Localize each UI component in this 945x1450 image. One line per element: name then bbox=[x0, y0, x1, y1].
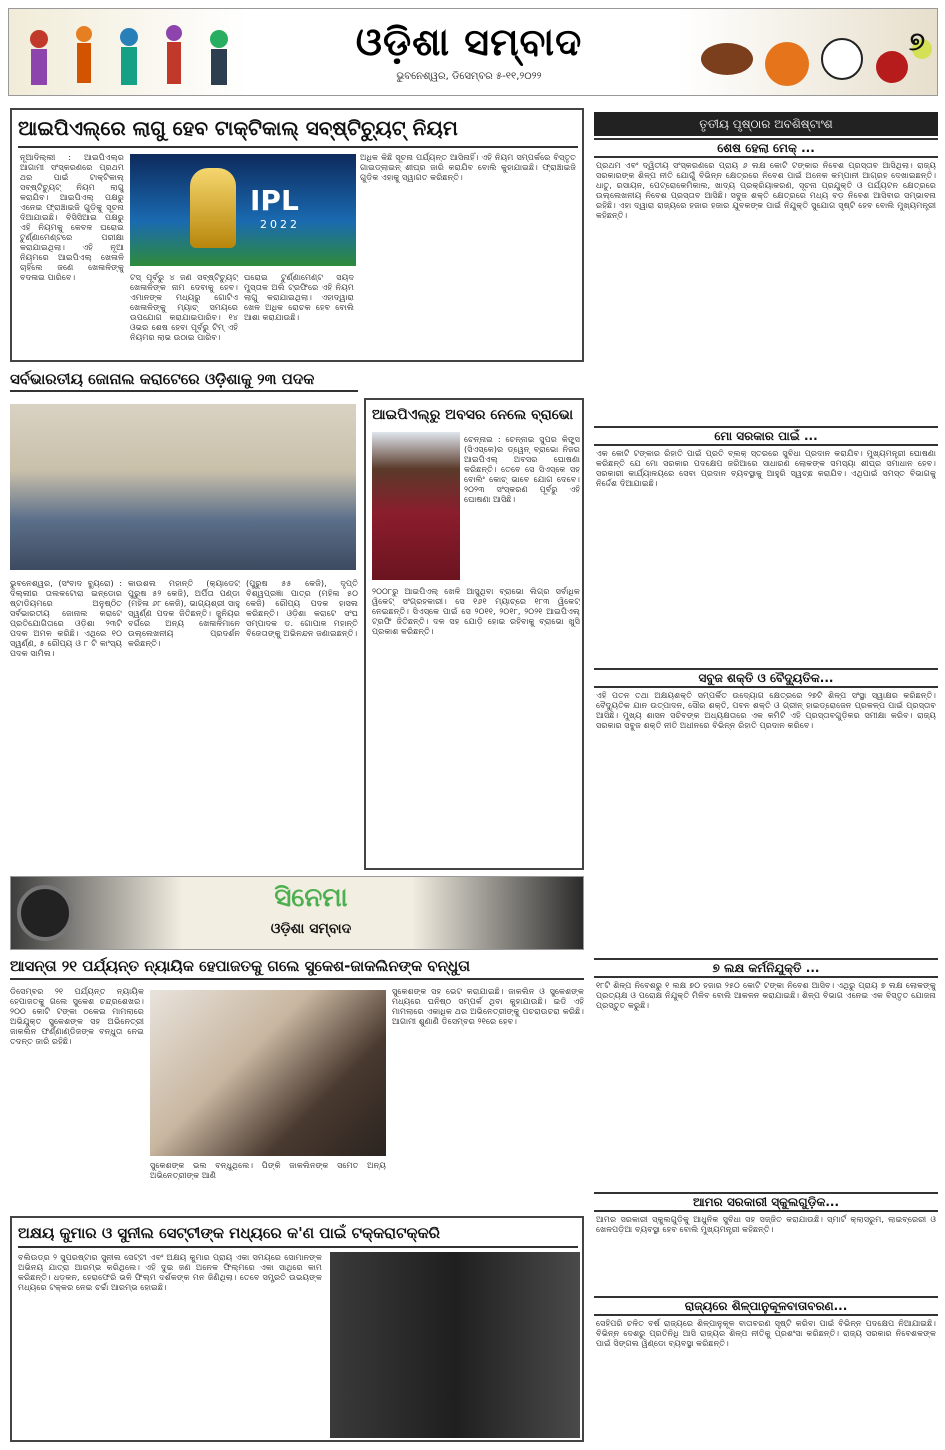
section-title-4: ୭ ଲକ୍ଷ କର୍ମନିଯୁକ୍ତି ... bbox=[594, 958, 938, 978]
cinema-subtitle: ଓଡ଼ିଶା ସମ୍ବାଦ bbox=[270, 921, 352, 937]
bravo-side-col: ଚେନ୍ନାଇ : ଚେନ୍ନାଇ ସୁପର କିଙ୍ଗ୍ସ (ସିଏସ୍‌କେ)ର ଡ୍ୱେନ୍ ବ୍ରାଭୋ ନିଜର ଆଇପିଏଲ୍ ଅବସର ଘୋଷଣା କରିଛନ୍ତି। ତେବେ ସେ ସିଏସ୍‌କେ ସହ ବୋଲିଂ କୋଚ୍ ଭାବେ ଯୋଗ ଦେବେ। ୨୦୨୩ ସଂସ୍କରଣ ପୂର୍ବରୁ ଏହି ଘୋଷଣା ଆସିଛି। bbox=[464, 434, 580, 504]
section-title-1: ଶେଷ ହେଲା ମେକ୍ ... bbox=[594, 138, 938, 158]
masthead bbox=[8, 8, 938, 96]
trophy-icon bbox=[190, 168, 236, 248]
karate-headline: ସର୍ବଭାରତୀୟ ଜୋନାଲ କରାଟେରେ ଓଡ଼ିଶାକୁ ୨୩ ପଦକ bbox=[10, 368, 358, 392]
cinema-title: ସିନେମା bbox=[274, 883, 348, 913]
ipl-col-2: ଟସ୍ ପୂର୍ବରୁ ୪ ଜଣ ସବ୍‌ଷ୍ଟିଚ୍ୟୁଟ୍ ଖେଳାଳିଙ୍କ ନାମ ଦେବାକୁ ହେବ। ଏମାନଙ୍କ ମଧ୍ୟରୁ ଗୋଟିଏ ଖେଳାଳିଙ୍କୁ ମ୍ୟାଚ୍ ସମୟରେ ଉପଯୋଗ କରାଯାଇପାରିବ। ୧୪ ଓଭର ଶେଷ ହେବା ପୂର୍ବରୁ ଟିମ୍ ଏହି ନିୟମର ଲାଭ ଉଠାଇ ପାରିବ। bbox=[130, 272, 238, 342]
divider bbox=[18, 146, 578, 148]
karate-col-2: କାଉଶଲ ମହାନ୍ତି (କ୍ୟାଡେଟ୍ ପୁରୁଷ ୫୨ କେଜି), ଅର୍ପିତା ପଣ୍ଡା (ମହିଳା ୬୮ କେଜି), ଭାଗ୍ୟଶ୍ରୀ ସାହୁ ସ୍ୱର୍ଣ୍ଣ ପଦକ ଜିତିଛନ୍ତି। ଜୁନିୟର ବର୍ଗରେ ଅନ୍ୟ ଖେଳାଳିମାନେ ଉଲ୍ଲେଖନୀୟ ପ୍ରଦର୍ଶନ କରିଛନ୍ତି। bbox=[128, 578, 240, 648]
akshay-body: ବଲିଉଡ୍‌ର ୨ ସୁପରଷ୍ଟାର ସୁନୀଲ ସେଟ୍ଟୀ ଏବଂ ଅକ୍ଷୟ କୁମାର ପ୍ରାୟ ଏକା ସମୟରେ ସୋମାନଙ୍କ ଅଭିନୟ ଯାତ୍ରା ଆରମ୍ଭ କରିଥିଲେ। ଏହି ଦୁଇ ଜଣ ଅନେକ ଫିଲ୍ମରେ ଏକା ସାଥିରେ କାମ କରିଛନ୍ତି। ଧଡ଼କନ, ହେରାଫେରି ଭଳି ଫିଲ୍ମ ଦର୍ଶକଙ୍କ ମନ ଜିଣିଥିଲା। ତେବେ ସମ୍ପ୍ରତି ଉଭୟଙ୍କ ମଧ୍ୟରେ ଟକ୍କର ନେଇ ଚର୍ଚ୍ଚା ଆରମ୍ଭ ହୋଇଛି। bbox=[18, 1252, 322, 1292]
sukesh-caption: ସୁକେଶଙ୍କ ଭଲ ବନ୍ଧୁଥିଲେ। ପିଙ୍କି ଜାକଲିନଙ୍କ ସମେତ ଅନ୍ୟ ଅଭିନେତ୍ରୀଙ୍କ ଆଣି bbox=[150, 1160, 386, 1180]
bravo-photo bbox=[372, 432, 460, 580]
karate-story bbox=[10, 368, 358, 878]
bravo-headline: ଆଇପିଏଲ୍‌ରୁ ଅବସର ନେଲେ ବ୍ରାଭୋ bbox=[372, 407, 574, 423]
ipl-logo-text: IPL bbox=[250, 184, 299, 217]
section-title-6: ରାଜ୍ୟରେ ଶିଳ୍ପାନୁକୂଳବାତାବରଣ... bbox=[594, 1296, 938, 1316]
akshay-sunil-photo bbox=[330, 1252, 580, 1438]
section-body-3: ଏହି ପତନ ତଥା ଅକ୍ଷୟଶକ୍ତି ସମ୍ପର୍କିତ ଉଦ୍ୟୋଗ କ୍ଷେତ୍ରରେ ୨୭ଟି ଶିଳ୍ପ ସଂସ୍ଥା ସ୍ୱାକ୍ଷର କରିଛନ୍ତି। ବୈଦ୍ୟୁତିକ ଯାନ ଉତ୍ପାଦନ, ସୌର ଶକ୍ତି, ପବନ ଶକ୍ତି ଓ ଗ୍ରୀନ୍ ହାଇଡ୍ରୋଜେନ ପ୍ରକଳ୍ପ ପାଇଁ ପ୍ରସ୍ତାବ ଆସିଛି। ମୁଖ୍ୟ ଶାସନ ସଚିବଙ୍କ ଅଧ୍ୟକ୍ଷତାରେ ଏକ କମିଟି ଏହି ପ୍ରସ୍ତାବଗୁଡ଼ିକର ସମୀକ୍ଷା କରିବ। ରାଜ୍ୟ ସରକାର ସବୁଜ ଶକ୍ତି ନୀତି ଅଧୀନରେ ବିଭିନ୍ନ ରିହାତି ପ୍ରଦାନ କରିବେ। bbox=[596, 690, 936, 730]
bravo-body: ୨୦୦୮ରୁ ଆଇପିଏଲ୍ ଖେଳି ଆସୁଥିବା ବ୍ରାଭୋ ଲିଗ୍‌ର ସର୍ବାଧିକ ୱିକେଟ୍ ସଂଗ୍ରହକାରୀ। ସେ ୧୬୧ ମ୍ୟାଚ୍‌ରେ ୧୮୩ ୱିକେଟ୍ ନେଇଛନ୍ତି। ସିଏସ୍‌କେ ପାଇଁ ସେ ୨୦୧୧, ୨୦୧୮, ୨୦୨୧ ଆଇପିଏଲ୍ ଟ୍ରଫି ଜିତିଛନ୍ତି। ଦଳ ସହ ଯୋଡ଼ି ହୋଇ ରହିବାକୁ ବ୍ରାଭୋ ଖୁସି ପ୍ରକାଶ କରିଛନ୍ତି। bbox=[372, 586, 580, 636]
akshay-headline: ଅକ୍ଷୟ କୁମାର ଓ ସୁନୀଲ ସେଟ୍ଟୀଙ୍କ ମଧ୍ୟରେ କ'ଣ ପାଇଁ ଟକ୍କରାଟକ୍କରି bbox=[18, 1220, 578, 1248]
section-body-4: ୧୮ଟି ଶିଳ୍ପ ନିବେଶରୁ ୧ ଲକ୍ଷ ୭୦ ହଜାର ୨୫୦ କୋଟି ଟଙ୍କା ନିବେଶ ଆସିବ। ଏଥିରୁ ପ୍ରାୟ ୭ ଲକ୍ଷ ଲୋକଙ୍କୁ ପ୍ରତ୍ୟକ୍ଷ ଓ ପରୋକ୍ଷ ନିଯୁକ୍ତି ମିଳିବ ବୋଲି ଆକଳନ କରାଯାଇଛି। ଶିଳ୍ପ ବିଭାଗ ଏନେଇ ଏକ ବିସ୍ତୃତ ଯୋଜନା ପ୍ରସ୍ତୁତ କରୁଛି। bbox=[596, 980, 936, 1010]
akshay-story bbox=[10, 1216, 584, 1442]
continued-header: ତୃତୀୟ ପୃଷ୍ଠାର ଅବଶିଷ୍ଟାଂଶ bbox=[594, 112, 938, 136]
ipl-headline: ଆଇପିଏଲ୍‌ରେ ଲାଗୁ ହେବ ଟାକ୍‌ଟିକାଲ୍ ସବ୍‌ଷ୍ଟିଚ୍ୟୁଟ୍ ନିୟମ bbox=[18, 116, 458, 140]
film-reel-icon bbox=[17, 885, 73, 941]
section-body-6: ସେହିପରି ଚଳିତ ବର୍ଷ ରାଜ୍ୟରେ ଶିଳ୍ପାନୁକୂଳ ବାତାବରଣ ସୃଷ୍ଟି କରିବା ପାଇଁ ବିଭିନ୍ନ ପଦକ୍ଷେପ ନିଆଯାଇଛି। ବିଭିନ୍ନ ଦେଶରୁ ପ୍ରତିନିଧି ଆସି ରାଜ୍ୟର ଶିଳ୍ପ ନୀତିକୁ ପ୍ରଶଂସା କରିଛନ୍ତି। ରାଜ୍ୟ ସରକାର ନିବେଶକଙ୍କ ପାଇଁ ସିଙ୍ଗଲ ୱିଣ୍ଡୋ ବ୍ୟବସ୍ଥା କରିଛନ୍ତି। bbox=[596, 1318, 936, 1348]
section-title-3: ସବୁଜ ଶକ୍ତି ଓ ବୈଦ୍ୟୁତିକ... bbox=[594, 668, 938, 688]
section-title-5: ଆମର ସରକାରୀ ସ୍କୁଲଗୁଡ଼ିକ... bbox=[594, 1192, 938, 1212]
ipl-logo-year: 2022 bbox=[260, 218, 300, 231]
ipl-col-3: ଘରୋଇ ଟୁର୍ଣ୍ଣାମେଣ୍ଟ ସୟଦ ମୁସ୍ତାକ ଅଲି ଟ୍ରଫିରେ ଏହି ନିୟମ ଲାଗୁ କରାଯାଇଥିଲା। ଏହାଦ୍ୱାରା ଖେଳ ଅଧିକ ରୋଚକ ହେବ ବୋଲି ଆଶା କରାଯାଉଛି। bbox=[244, 272, 354, 322]
sukesh-story bbox=[10, 954, 584, 1212]
ipl-story bbox=[10, 108, 584, 362]
section-title-2: ମୋ ସରକାର ପାଇଁ ... bbox=[594, 426, 938, 446]
ipl-trophy-image bbox=[130, 154, 356, 266]
cinema-banner bbox=[10, 876, 584, 950]
karate-col-1: ଭୁବନେଶ୍ୱର, (ସଂବାଦ ବ୍ୟୁରୋ) : ଦିଲ୍ଲୀର ତାଲକଟୋରା ଇନ୍‌ଡୋର ଷ୍ଟାଡିୟମରେ ଅନୁଷ୍ଠିତ ସର୍ବଭାରତୀୟ ଜୋନାଲ କରାଟେ ପ୍ରତିଯୋଗିତାରେ ଓଡ଼ିଶା ୨୩ଟି ପଦକ ଅମଳ କରିଛି। ଏଥିରେ ୧୦ ସ୍ୱର୍ଣ୍ଣ, ୫ ରୌପ୍ୟ ଓ ୮ ଟି କାଂସ୍ୟ ପଦକ ସାମିଲ। bbox=[10, 578, 122, 658]
section-body-5: ଆମର ସରକାରୀ ସ୍କୁଲଗୁଡ଼ିକୁ ଆଧୁନିକ ସୁବିଧା ସହ ସଜ୍ଜିତ କରାଯାଉଛି। ସ୍ମାର୍ଟ କ୍ଲାସରୁମ, ଲାଇବ୍ରେରୀ ଓ ଖେଳପଡ଼ିଆ ବ୍ୟବସ୍ଥା ହେବ ବୋଲି ମୁଖ୍ୟମନ୍ତ୍ରୀ କହିଛନ୍ତି। bbox=[596, 1214, 936, 1234]
sukesh-headline: ଆସନ୍ତା ୨୧ ପର୍ଯ୍ୟନ୍ତ ନ୍ୟାୟିକ ହେପାଜତକୁ ଗଲେ ସୁକେଶ-ଜାକଲିନଙ୍କ ବନ୍ଧୁତା bbox=[10, 954, 584, 980]
masthead-date: ଭୁବନେଶ୍ୱର, ଡିସେମ୍ବର ୫-୧୧,୨୦୨୨ bbox=[396, 71, 542, 82]
sports-silhouettes-left bbox=[9, 9, 259, 96]
masthead-title: ଓଡ଼ିଶା ସମ୍ବାଦ bbox=[355, 19, 583, 64]
karate-col-3: (ପୁରୁଷ ୫୫ କେଜି), ଦୃପ୍ତି ବିଶ୍ୱପ୍ରଜ୍ଞା ପାତ୍ର (ମହିଳା ୫୦ କେଜି) ରୌପ୍ୟ ପଦକ ହାସଲ କରିଛନ୍ତି। ଓଡ଼ିଶା କରାଟେ ସଂଘ ସମ୍ପାଦକ ଡ. ଗୋପାଳ ମହାନ୍ତି ବିଜେତାଙ୍କୁ ଅଭିନନ୍ଦନ ଜଣାଇଛନ୍ତି। bbox=[246, 578, 358, 638]
ipl-col-1: ନୂଆଦିଲ୍ଲୀ : ଆଇପିଏଲ୍‌ର ଆଗାମୀ ସଂସ୍କରଣରେ ପ୍ରଥମ ଥର ପାଇଁ ଟାକ୍‌ଟିକାଲ୍ ସବ୍‌ଷ୍ଟିଚ୍ୟୁଟ୍ ନିୟମ ଲାଗୁ କରାଯିବ। ଆଇପିଏଲ୍ ପକ୍ଷରୁ ଏନେଇ ଫ୍ରାଞ୍ଚାଇଜି ଗୁଡ଼ିକୁ ସୂଚନା ଦିଆଯାଇଛି। ବିସିସିଆଇ ପକ୍ଷରୁ ଏହି ନିୟମକୁ କେବଳ ଘରୋଇ ଟୁର୍ଣ୍ଣାମେଣ୍ଟରେ ପରୀକ୍ଷା କରାଯାଇଥିଲା। ଏହି ନୂଆ ନିୟମରେ ଆଇପିଏଲ୍ ଖେଳାଳି ଚାହିଁଲେ ଜଣେ ଖେଳାଳିଙ୍କୁ ବଦଳାଇ ପାରିବେ। bbox=[20, 152, 124, 282]
sukesh-col-2: ସୁକେଶଙ୍କ ସହ ଭେଟ କରାଯାଇଛି। ଜାକଲିନ ଓ ସୁକେଶଙ୍କ ମଧ୍ୟରେ ଘନିଷ୍ଠ ସମ୍ପର୍କ ଥିବା କୁହାଯାଉଛି। ଇଡି ଏହି ମାମଲାରେ ଏକାଧିକ ଥର ଅଭିନେତ୍ରୀଙ୍କୁ ପଚରାଉଚରା କରିଛି। ଆଗାମୀ ଶୁଣାଣି ଡିସେମ୍ବର ୨୧ରେ ହେବ। bbox=[392, 986, 584, 1026]
section-body-1: ପ୍ରଥମ ଏବଂ ଦ୍ୱିତୀୟ ସଂସ୍କରଣରେ ପ୍ରାୟ ୬ ଲକ୍ଷ କୋଟି ଟଙ୍କାର ନିବେଶ ପ୍ରସ୍ତାବ ଆସିଥିଲା। ରାଜ୍ୟ ସରକାରଙ୍କ ଶିଳ୍ପ ନୀତି ଯୋଗୁଁ ବିଭିନ୍ନ କ୍ଷେତ୍ରରେ ନିବେଶ ପାଇଁ ଅନେକ କମ୍ପାନୀ ଆଗ୍ରହ ଦେଖାଇଛନ୍ତି। ଧାତୁ, ରସାୟନ, ପେଟ୍ରୋକେମିକାଲ, ଖାଦ୍ୟ ପ୍ରକ୍ରିୟାକରଣ, ସୂଚନା ପ୍ରଯୁକ୍ତି ଓ ପର୍ଯ୍ୟଟନ କ୍ଷେତ୍ରରେ ଉଲ୍ଲେଖନୀୟ ନିବେଶ ପ୍ରସ୍ତାବ ଆସିଛି। ସବୁଜ ଶକ୍ତି କ୍ଷେତ୍ରରେ ମଧ୍ୟ ବଡ଼ ନିବେଶ ଆସିବାର ସମ୍ଭାବନା ରହିଛି। ଏହା ଦ୍ୱାରା ରାଜ୍ୟରେ ହଜାର ହଜାର ଯୁବକଙ୍କ ପାଇଁ ନିଯୁକ୍ତି ସୁଯୋଗ ସୃଷ୍ଟି ହେବ ବୋଲି ମୁଖ୍ୟମନ୍ତ୍ରୀ କହିଛନ୍ତି। bbox=[596, 160, 936, 220]
bravo-story bbox=[364, 398, 584, 870]
section-body-2: ଏକ କୋଟି ଟଙ୍କାର ରିହାତି ପାଇଁ ପ୍ରତି ବ୍ଲକ୍ ସ୍ତରରେ ସୁବିଧା ପ୍ରଦାନ କରାଯିବ। ମୁଖ୍ୟମନ୍ତ୍ରୀ ଘୋଷଣା କରିଛନ୍ତି ଯେ ମୋ ସରକାର ପଦକ୍ଷେପ ଜରିଆରେ ସାଧାରଣ ଲୋକଙ୍କ ସମସ୍ୟା ଶୀଘ୍ର ସମାଧାନ ହେବ। ସରକାରୀ କାର୍ଯ୍ୟାଳୟରେ ସେବା ପ୍ରଦାନ ବ୍ୟବସ୍ଥାକୁ ଆହୁରି ସ୍ୱଚ୍ଛ କରାଯିବ। ଏଥିପାଇଁ ସମସ୍ତ ବିଭାଗକୁ ନିର୍ଦ୍ଦେଶ ଦିଆଯାଇଛି। bbox=[596, 448, 936, 488]
ipl-col-4: ଅଧିକ କିଛି ସୂଚନା ପର୍ଯ୍ୟନ୍ତ ଆସିନାହିଁ। ଏହି ନିୟମ ସମ୍ପର୍କରେ ବିସ୍ତୃତ ଗାଇଡ୍‌ଲାଇନ୍ ଶୀଘ୍ର ଜାରି କରାଯିବ ବୋଲି କୁହାଯାଇଛି। ଫ୍ରାଞ୍ଚାଇଜି ଗୁଡ଼ିକ ଏହାକୁ ସ୍ୱାଗତ କରିଛନ୍ତି। bbox=[360, 152, 576, 182]
karate-team-photo bbox=[10, 404, 356, 570]
page-number: ୭ bbox=[909, 27, 925, 57]
sukesh-jacqueline-photo bbox=[150, 990, 386, 1156]
sukesh-col-1: ଡିସେମ୍ବର ୨୧ ପର୍ଯ୍ୟନ୍ତ ନ୍ୟାୟିକ ହେପାଜତକୁ ଗଲେ ସୁକେଶ ଚନ୍ଦ୍ରଶେଖର। ୨୦୦ କୋଟି ଟଙ୍କା ଠକେଇ ମାମଲାରେ ଅଭିଯୁକ୍ତ ସୁକେଶଙ୍କ ସହ ଅଭିନେତ୍ରୀ ଜାକଲିନ ଫର୍ଣ୍ଣାଣ୍ଡିଜଙ୍କ ବନ୍ଧୁତା ନେଇ ତଦନ୍ତ ଜାରି ରହିଛି। bbox=[10, 986, 144, 1046]
